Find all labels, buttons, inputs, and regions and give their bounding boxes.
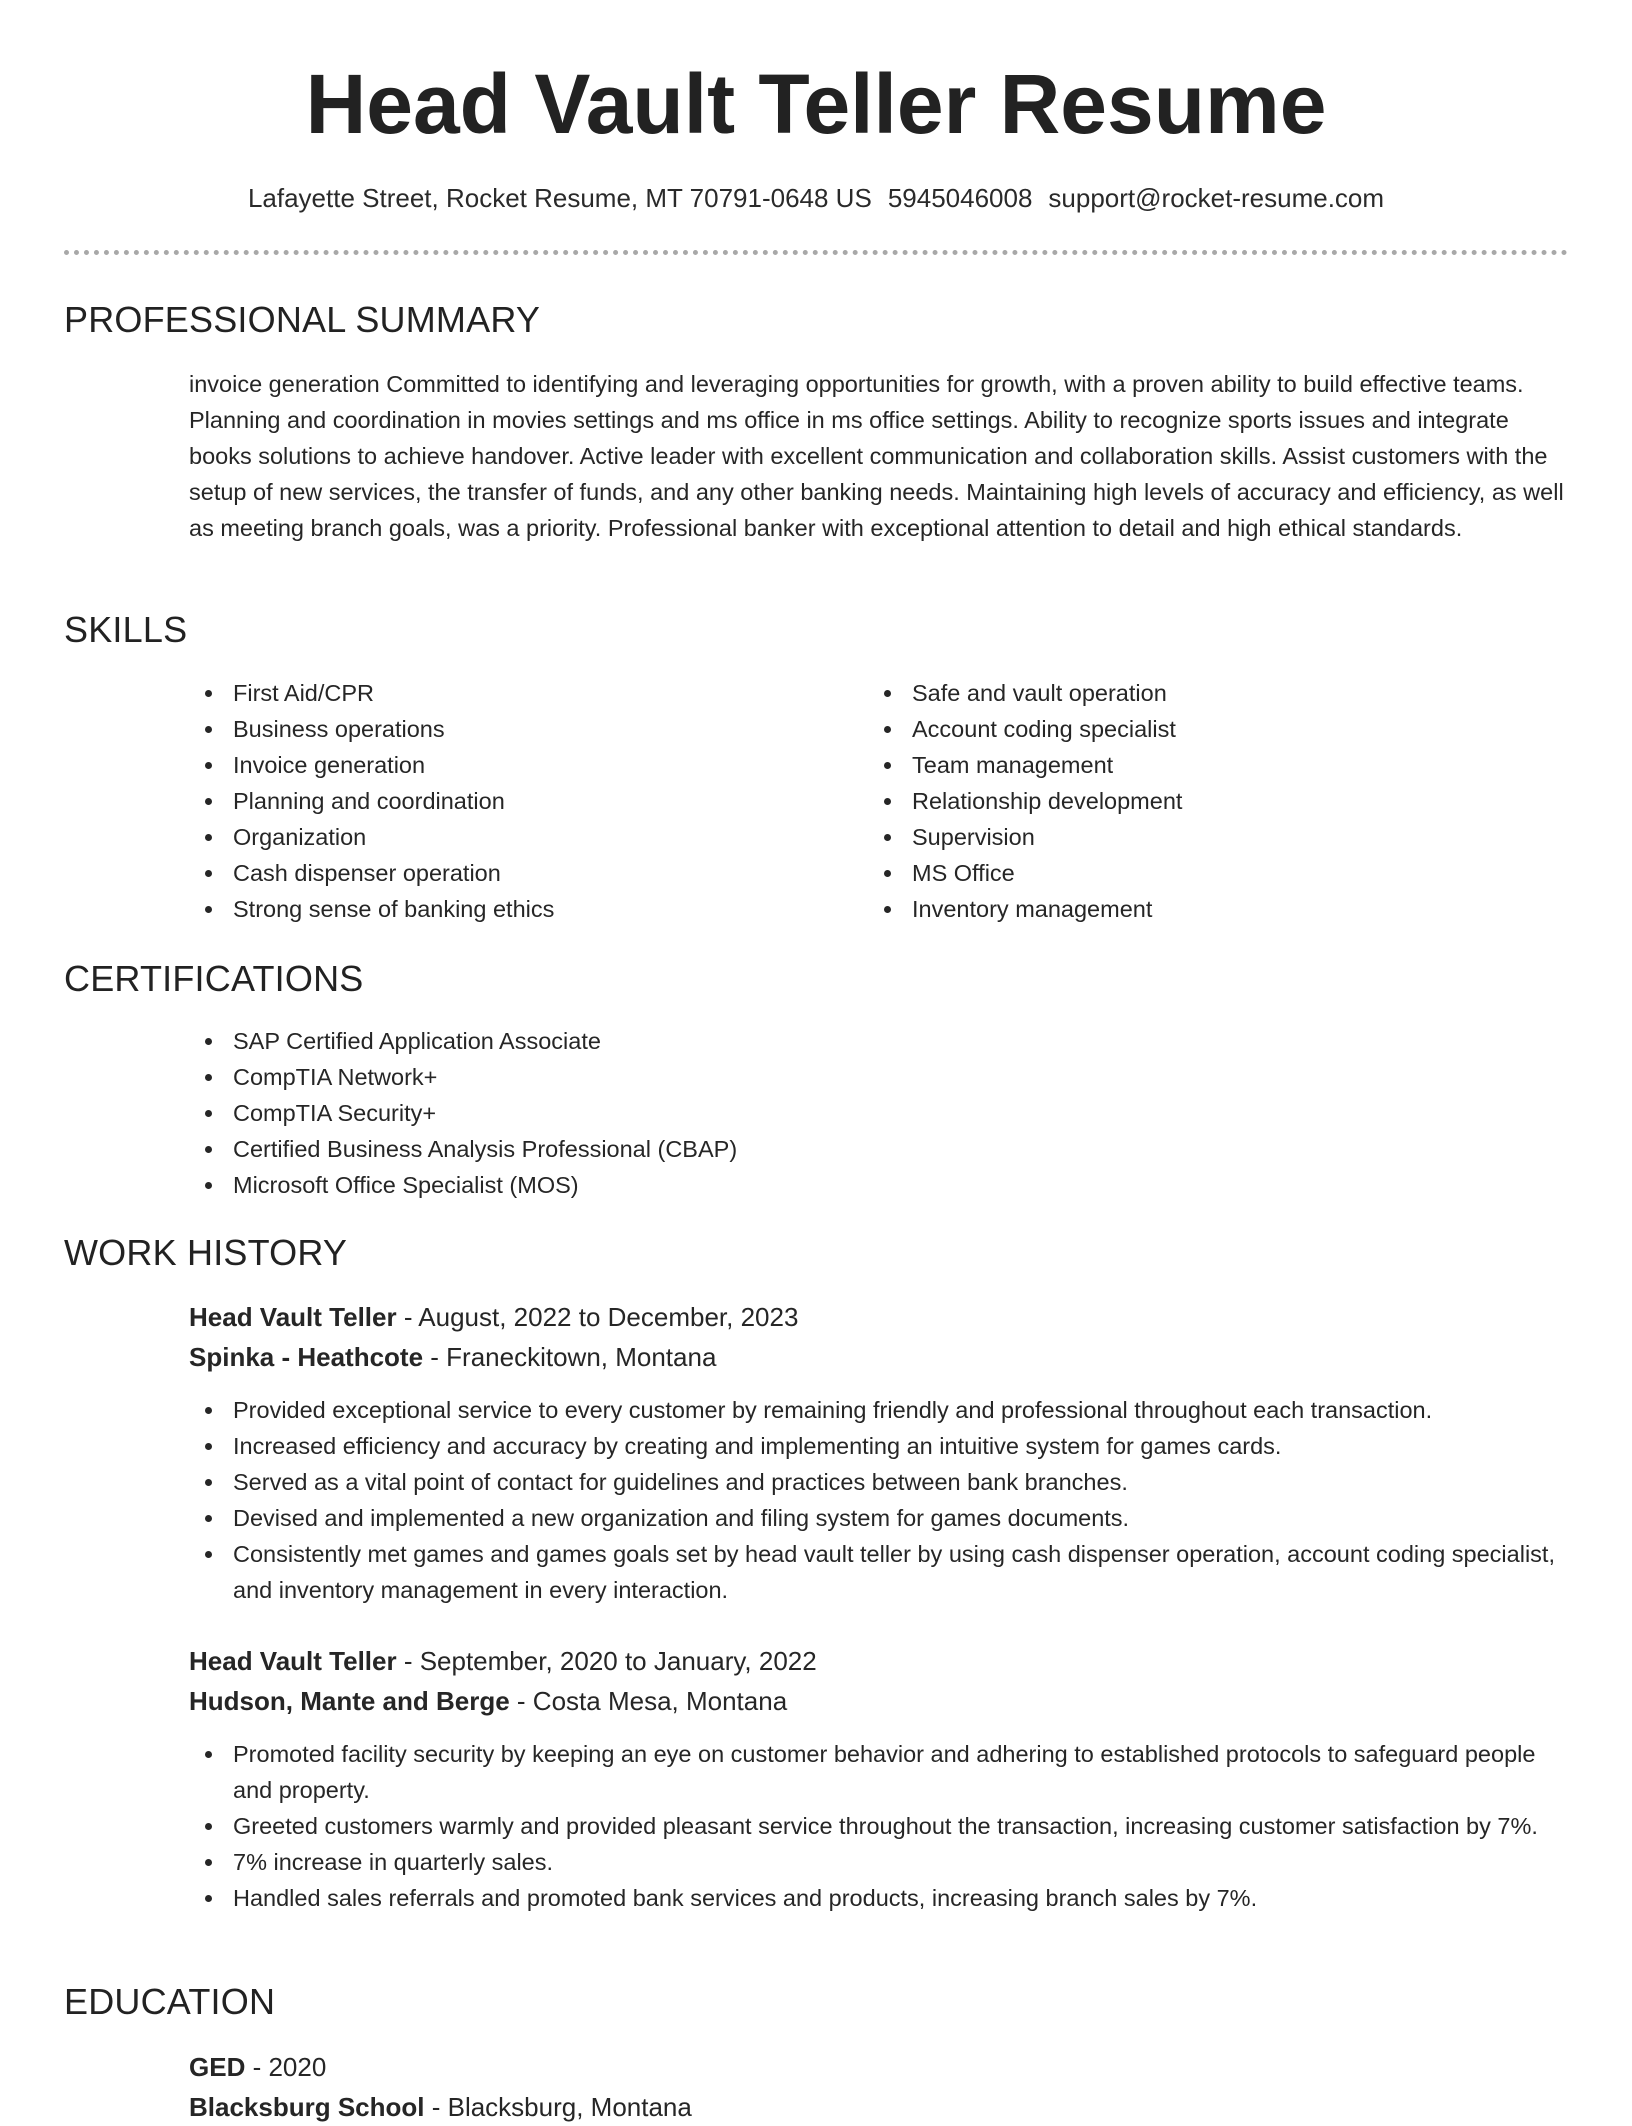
certification-item: CompTIA Security+: [189, 1095, 1489, 1131]
skill-item: Planning and coordination: [189, 783, 829, 819]
certifications-heading: CERTIFICATIONS: [64, 958, 364, 999]
skill-item: Team management: [868, 747, 1548, 783]
certification-item: Certified Business Analysis Professional (CBAP): [189, 1131, 1489, 1167]
education-degree: GED: [189, 2052, 246, 2082]
job-title-line: [189, 1642, 817, 1680]
contact-address: Lafayette Street, Rocket Resume, MT 70791-0648 US: [247, 183, 872, 213]
contact-email: support@rocket-resume.com: [1048, 183, 1385, 213]
job-bullet: Handled sales referrals and promoted bank services and products, increasing branch sales by 7%.: [189, 1880, 1569, 1916]
education-heading: EDUCATION: [64, 1981, 276, 2022]
skills-list-right: [868, 675, 1548, 927]
certification-item: SAP Certified Application Associate: [189, 1023, 1489, 1059]
job-location: - Costa Mesa, Montana: [509, 1686, 788, 1716]
certifications-list: [189, 1023, 1489, 1203]
job-location: - Franeckitown, Montana: [423, 1342, 717, 1372]
summary-text: invoice generation Committed to identifying and leveraging opportunities for growth, with a proven ability to build effective teams. Planning and coordination in movies settings and ms office in ms office settings. Ability to recognize sports issues and integrate books solutions to achieve handover. Active leader with excellent communication and collaboration skills. Assist customers with the setup of new services, the transfer of funds, and any other banking needs. Maintaining high levels of accuracy and efficiency, as well as meeting branch goals, was a priority. Professional banker with exceptional attention to detail and high ethical standards.: [189, 371, 1564, 541]
job-bullet: Promoted facility security by keeping an eye on customer behavior and adhering to established protocols to safeguard people and property.: [189, 1736, 1569, 1808]
skill-item: Account coding specialist: [868, 711, 1548, 747]
skill-item: Safe and vault operation: [868, 675, 1548, 711]
skill-item: Organization: [189, 819, 829, 855]
job-title-line: [189, 1298, 798, 1336]
skill-item: Invoice generation: [189, 747, 829, 783]
job-bullet: Devised and implemented a new organization and filing system for games documents.: [189, 1500, 1569, 1536]
job-bullet: 7% increase in quarterly sales.: [189, 1844, 1569, 1880]
skill-item: Cash dispenser operation: [189, 855, 829, 891]
skills-heading: SKILLS: [64, 609, 188, 650]
education-location: - Blacksburg, Montana: [424, 2092, 692, 2122]
job-dates: - September, 2020 to January, 2022: [396, 1646, 817, 1676]
job-bullet: Increased efficiency and accuracy by creating and implementing an intuitive system for games cards.: [189, 1428, 1569, 1464]
job-bullet: Consistently met games and games goals set by head vault teller by using cash dispenser operation, account coding specialist, and inventory management in every interaction.: [189, 1536, 1569, 1608]
job-dates: - August, 2022 to December, 2023: [396, 1302, 799, 1332]
education-year: - 2020: [245, 2052, 327, 2082]
summary-heading: PROFESSIONAL SUMMARY: [64, 299, 541, 340]
job-company: Spinka - Heathcote: [189, 1342, 424, 1372]
job-company: Hudson, Mante and Berge: [189, 1686, 510, 1716]
job-company-line: [189, 1682, 787, 1720]
skill-item: MS Office: [868, 855, 1548, 891]
skills-list-left: [189, 675, 829, 927]
job-bullet: Greeted customers warmly and provided pleasant service throughout the transaction, increasing customer satisfaction by 7%.: [189, 1808, 1569, 1844]
education-degree-line: [189, 2048, 326, 2086]
job-title: Head Vault Teller: [189, 1302, 397, 1332]
header-divider: [64, 250, 1568, 255]
job-company-line: [189, 1338, 716, 1376]
skill-item: Strong sense of banking ethics: [189, 891, 829, 927]
job-bullet: Served as a vital point of contact for guidelines and practices between bank branches.: [189, 1464, 1569, 1500]
certification-item: CompTIA Network+: [189, 1059, 1489, 1095]
job-bullets: [189, 1736, 1569, 1916]
education-school-line: [189, 2088, 692, 2126]
skill-item: Relationship development: [868, 783, 1548, 819]
certification-item: Microsoft Office Specialist (MOS): [189, 1167, 1489, 1203]
job-bullets: [189, 1392, 1569, 1608]
skill-item: Supervision: [868, 819, 1548, 855]
skill-item: Inventory management: [868, 891, 1548, 927]
skill-item: Business operations: [189, 711, 829, 747]
job-title: Head Vault Teller: [189, 1646, 397, 1676]
skill-item: First Aid/CPR: [189, 675, 829, 711]
work-history-heading: WORK HISTORY: [64, 1232, 348, 1273]
education-school: Blacksburg School: [189, 2092, 425, 2122]
page-title: Head Vault Teller Resume: [305, 57, 1327, 151]
contact-phone: 5945046008: [887, 183, 1033, 213]
contact-line: [0, 180, 1632, 216]
job-bullet: Provided exceptional service to every customer by remaining friendly and professional throughout each transaction.: [189, 1392, 1569, 1428]
